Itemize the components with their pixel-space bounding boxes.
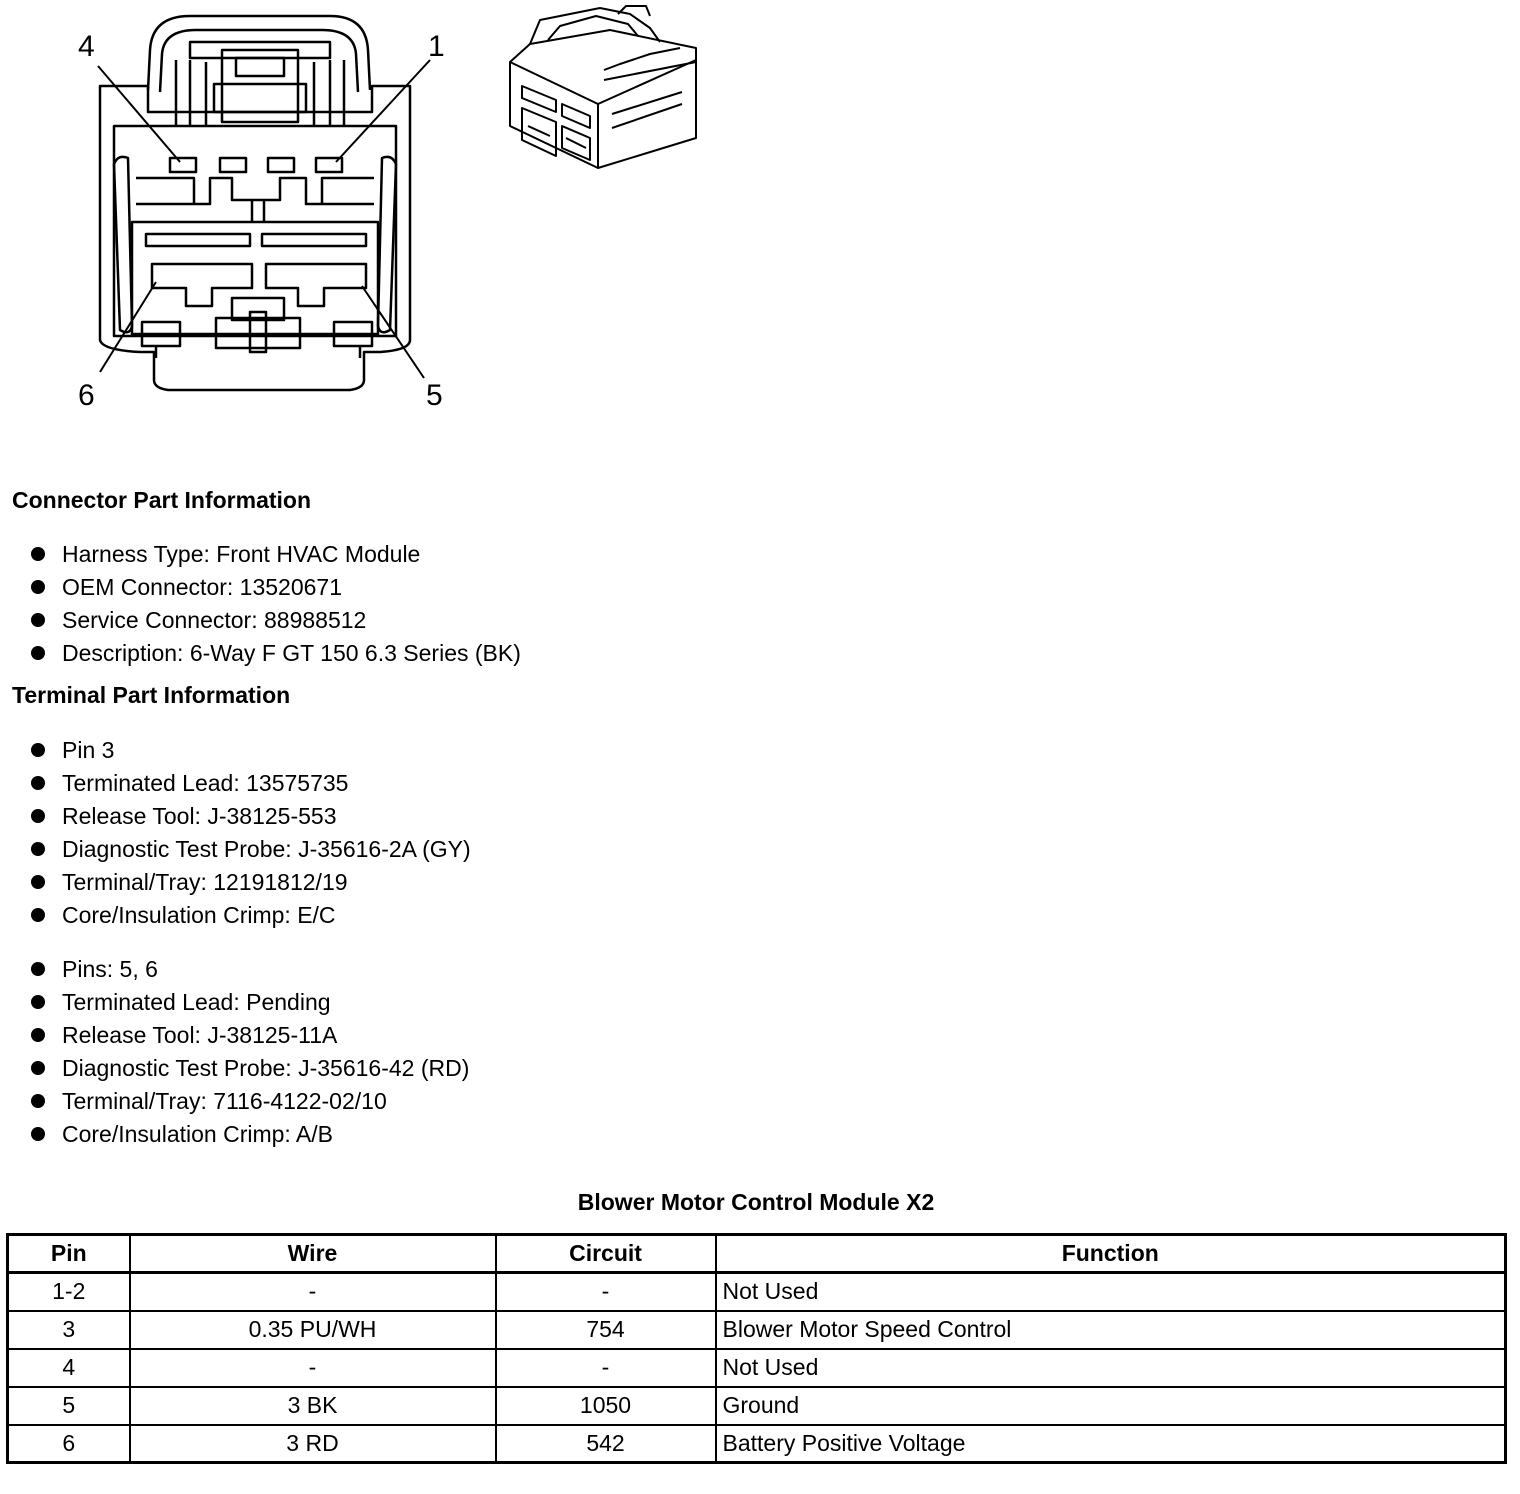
terminal-group-pins56-list <box>30 953 469 1151</box>
connector-isometric-view <box>500 0 720 180</box>
bullet-icon <box>31 613 45 627</box>
bullet-icon <box>31 908 45 922</box>
list-item: Service Connector: 88988512 <box>30 604 521 637</box>
pin-label-6: 6 <box>78 379 95 412</box>
cell-function: Not Used <box>716 1273 1506 1311</box>
cell-pin: 1-2 <box>8 1273 130 1311</box>
list-item: Terminal/Tray: 7116-4122-02/10 <box>30 1085 469 1118</box>
list-item: Release Tool: J-38125-553 <box>30 800 471 833</box>
cell-pin: 5 <box>8 1387 130 1425</box>
bullet-icon <box>31 743 45 757</box>
list-item: Release Tool: J-38125-11A <box>30 1019 469 1052</box>
cell-pin: 6 <box>8 1425 130 1463</box>
list-item: Terminated Lead: 13575735 <box>30 767 471 800</box>
column-header-function: Function <box>716 1235 1506 1273</box>
cell-function: Not Used <box>716 1349 1506 1387</box>
cell-function: Blower Motor Speed Control <box>716 1311 1506 1349</box>
list-item: Pins: 5, 6 <box>30 953 469 986</box>
connector-diagram <box>0 0 760 430</box>
list-item: Diagnostic Test Probe: J-35616-2A (GY) <box>30 833 471 866</box>
column-header-wire: Wire <box>130 1235 496 1273</box>
bullet-icon <box>31 1061 45 1075</box>
terminal-part-info-heading: Terminal Part Information <box>12 682 291 708</box>
table-row <box>8 1311 1506 1349</box>
cell-circuit: 754 <box>496 1311 716 1349</box>
list-item: OEM Connector: 13520671 <box>30 571 521 604</box>
list-item: Core/Insulation Crimp: E/C <box>30 899 471 932</box>
cell-wire: 0.35 PU/WH <box>130 1311 496 1349</box>
bullet-icon <box>31 1094 45 1108</box>
cell-wire: 3 BK <box>130 1387 496 1425</box>
table-row <box>8 1349 1506 1387</box>
bullet-icon <box>31 842 45 856</box>
table-row <box>8 1273 1506 1311</box>
bullet-icon <box>31 580 45 594</box>
cell-pin: 4 <box>8 1349 130 1387</box>
bullet-icon <box>31 646 45 660</box>
table-row <box>8 1387 1506 1425</box>
bullet-icon <box>31 547 45 561</box>
table-title: Blower Motor Control Module X2 <box>577 1189 935 1215</box>
cell-wire: 3 RD <box>130 1425 496 1463</box>
bullet-icon <box>31 875 45 889</box>
cell-circuit: - <box>496 1273 716 1311</box>
list-item: Terminated Lead: Pending <box>30 986 469 1019</box>
pin-label-4: 4 <box>78 30 95 63</box>
list-item: Harness Type: Front HVAC Module <box>30 538 521 571</box>
pin-label-5: 5 <box>426 379 443 412</box>
cell-pin: 3 <box>8 1311 130 1349</box>
bullet-icon <box>31 776 45 790</box>
column-header-circuit: Circuit <box>496 1235 716 1273</box>
list-item: Description: 6-Way F GT 150 6.3 Series (BK) <box>30 637 521 670</box>
cell-wire: - <box>130 1349 496 1387</box>
bullet-icon <box>31 995 45 1009</box>
bullet-icon <box>31 1028 45 1042</box>
cell-function: Battery Positive Voltage <box>716 1425 1506 1463</box>
list-item: Terminal/Tray: 12191812/19 <box>30 866 471 899</box>
cell-circuit: 1050 <box>496 1387 716 1425</box>
table-header-row <box>8 1235 1506 1273</box>
cell-circuit: - <box>496 1349 716 1387</box>
list-item: Core/Insulation Crimp: A/B <box>30 1118 469 1151</box>
cell-function: Ground <box>716 1387 1506 1425</box>
pinout-table <box>6 1233 1507 1464</box>
cell-wire: - <box>130 1273 496 1311</box>
bullet-icon <box>31 962 45 976</box>
terminal-group-pin3-list <box>30 734 471 932</box>
column-header-pin: Pin <box>8 1235 130 1273</box>
table-row <box>8 1425 1506 1463</box>
connector-part-info-heading: Connector Part Information <box>12 487 312 513</box>
list-item: Diagnostic Test Probe: J-35616-42 (RD) <box>30 1052 469 1085</box>
bullet-icon <box>31 1127 45 1141</box>
list-item: Pin 3 <box>30 734 471 767</box>
connector-part-info-list <box>30 538 521 670</box>
pin-label-1: 1 <box>428 30 445 63</box>
bullet-icon <box>31 809 45 823</box>
cell-circuit: 542 <box>496 1425 716 1463</box>
